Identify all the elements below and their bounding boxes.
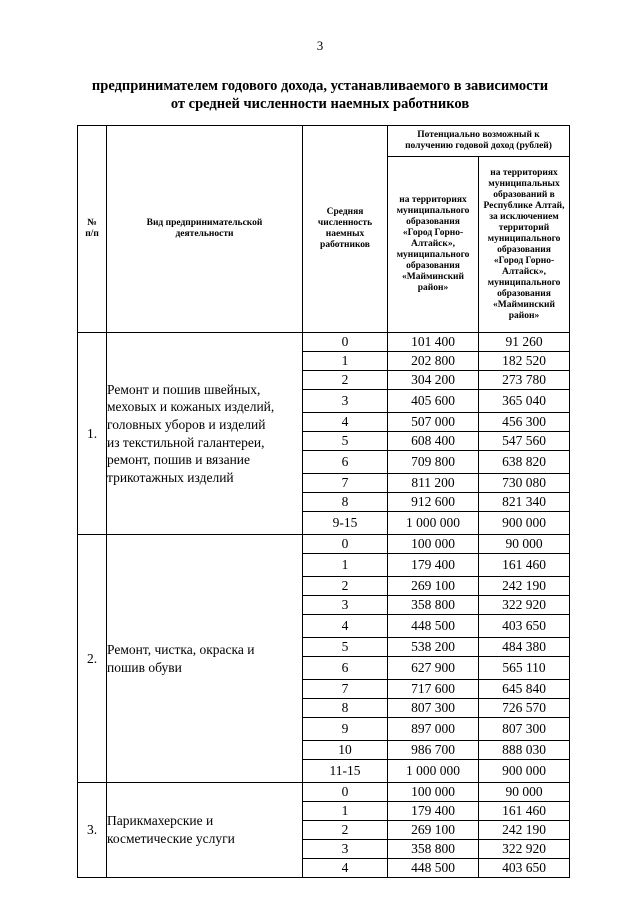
income-other-cell: 900 000	[479, 760, 570, 783]
table-row	[78, 783, 570, 802]
title-line-2: от средней численности наемных работников	[170, 96, 470, 112]
income-other-cell: 645 840	[479, 680, 570, 699]
staff-count-cell: 2	[303, 821, 388, 840]
income-gorno-cell: 709 800	[388, 451, 479, 474]
staff-count-cell: 3	[303, 390, 388, 413]
table-row	[78, 535, 570, 554]
income-table	[77, 125, 570, 878]
income-gorno-cell: 358 800	[388, 596, 479, 615]
income-other-cell: 242 190	[479, 821, 570, 840]
staff-count-cell: 2	[303, 577, 388, 596]
income-gorno-cell: 179 400	[388, 554, 479, 577]
income-other-cell: 456 300	[479, 413, 570, 432]
income-gorno-cell: 627 900	[388, 657, 479, 680]
income-other-cell: 726 570	[479, 699, 570, 718]
income-gorno-cell: 358 800	[388, 840, 479, 859]
income-gorno-cell: 269 100	[388, 821, 479, 840]
income-gorno-cell: 897 000	[388, 718, 479, 741]
document-title	[60, 77, 580, 113]
header-col-gorno: на территориях муниципального образования «Город Горно- Алтайск», муниципального образования «Майминский район»	[388, 157, 479, 333]
staff-count-cell: 1	[303, 554, 388, 577]
staff-count-cell: 8	[303, 493, 388, 512]
row-number: 3.	[78, 783, 107, 878]
income-other-cell: 322 920	[479, 596, 570, 615]
income-other-cell: 821 340	[479, 493, 570, 512]
income-gorno-cell: 912 600	[388, 493, 479, 512]
income-other-cell: 888 030	[479, 741, 570, 760]
header-activity: Вид предпринимательской деятельности	[107, 126, 303, 333]
staff-count-cell: 11-15	[303, 760, 388, 783]
staff-count-cell: 1	[303, 352, 388, 371]
header-avg-staff: Средняя численность наемных работников	[303, 126, 388, 333]
income-other-cell: 730 080	[479, 474, 570, 493]
income-other-cell: 484 380	[479, 638, 570, 657]
activity-description: Ремонт, чистка, окраска и пошив обуви	[107, 535, 303, 783]
staff-count-cell: 0	[303, 535, 388, 554]
staff-count-cell: 9	[303, 718, 388, 741]
staff-count-cell: 2	[303, 371, 388, 390]
table-body	[78, 333, 570, 878]
staff-count-cell: 10	[303, 741, 388, 760]
row-number: 1.	[78, 333, 107, 535]
page-number: 3	[316, 38, 324, 53]
income-other-cell: 161 460	[479, 554, 570, 577]
staff-count-cell: 5	[303, 638, 388, 657]
staff-count-cell: 8	[303, 699, 388, 718]
title-line-1: предпринимателем годового дохода, устанавливаемого в зависимости	[91, 78, 549, 94]
staff-count-cell: 9-15	[303, 512, 388, 535]
table-row	[78, 333, 570, 352]
income-other-cell: 242 190	[479, 577, 570, 596]
activity-description: Ремонт и пошив швейных, меховых и кожаных изделий, головных уборов и изделий из текстильной галантереи, ремонт, пошив и вязание трикотажных изделий	[107, 333, 303, 535]
income-gorno-cell: 538 200	[388, 638, 479, 657]
income-gorno-cell: 100 000	[388, 783, 479, 802]
income-gorno-cell: 269 100	[388, 577, 479, 596]
staff-count-cell: 0	[303, 333, 388, 352]
staff-count-cell: 6	[303, 657, 388, 680]
header-potential-income: Потенциально возможный к получению годовой доход (рублей)	[388, 126, 570, 157]
header-col-other: на территориях муниципальных образований в Республике Алтай, за исключением территорий муниципального образования «Город Горно- Алтайск», муниципального образования «Майминский район»	[479, 157, 570, 333]
staff-count-cell: 1	[303, 802, 388, 821]
staff-count-cell: 4	[303, 413, 388, 432]
income-other-cell: 322 920	[479, 840, 570, 859]
income-gorno-cell: 405 600	[388, 390, 479, 413]
income-gorno-cell: 101 400	[388, 333, 479, 352]
income-gorno-cell: 608 400	[388, 432, 479, 451]
income-other-cell: 565 110	[479, 657, 570, 680]
income-gorno-cell: 179 400	[388, 802, 479, 821]
activity-description: Парикмахерские и косметические услуги	[107, 783, 303, 878]
income-other-cell: 547 560	[479, 432, 570, 451]
staff-count-cell: 7	[303, 680, 388, 699]
income-gorno-cell: 1 000 000	[388, 512, 479, 535]
income-gorno-cell: 717 600	[388, 680, 479, 699]
income-gorno-cell: 100 000	[388, 535, 479, 554]
income-other-cell: 403 650	[479, 859, 570, 878]
income-gorno-cell: 811 200	[388, 474, 479, 493]
income-other-cell: 403 650	[479, 615, 570, 638]
income-other-cell: 182 520	[479, 352, 570, 371]
income-other-cell: 91 260	[479, 333, 570, 352]
income-gorno-cell: 202 800	[388, 352, 479, 371]
income-other-cell: 90 000	[479, 535, 570, 554]
income-other-cell: 90 000	[479, 783, 570, 802]
table-header	[78, 126, 570, 333]
staff-count-cell: 0	[303, 783, 388, 802]
row-number: 2.	[78, 535, 107, 783]
income-other-cell: 638 820	[479, 451, 570, 474]
staff-count-cell: 6	[303, 451, 388, 474]
income-gorno-cell: 986 700	[388, 741, 479, 760]
income-gorno-cell: 304 200	[388, 371, 479, 390]
income-other-cell: 900 000	[479, 512, 570, 535]
staff-count-cell: 7	[303, 474, 388, 493]
income-gorno-cell: 507 000	[388, 413, 479, 432]
staff-count-cell: 3	[303, 840, 388, 859]
income-other-cell: 161 460	[479, 802, 570, 821]
income-other-cell: 807 300	[479, 718, 570, 741]
staff-count-cell: 3	[303, 596, 388, 615]
income-other-cell: 365 040	[479, 390, 570, 413]
header-number: № п/п	[78, 126, 107, 333]
staff-count-cell: 4	[303, 859, 388, 878]
staff-count-cell: 4	[303, 615, 388, 638]
income-gorno-cell: 448 500	[388, 615, 479, 638]
income-gorno-cell: 807 300	[388, 699, 479, 718]
income-other-cell: 273 780	[479, 371, 570, 390]
income-gorno-cell: 1 000 000	[388, 760, 479, 783]
income-gorno-cell: 448 500	[388, 859, 479, 878]
staff-count-cell: 5	[303, 432, 388, 451]
